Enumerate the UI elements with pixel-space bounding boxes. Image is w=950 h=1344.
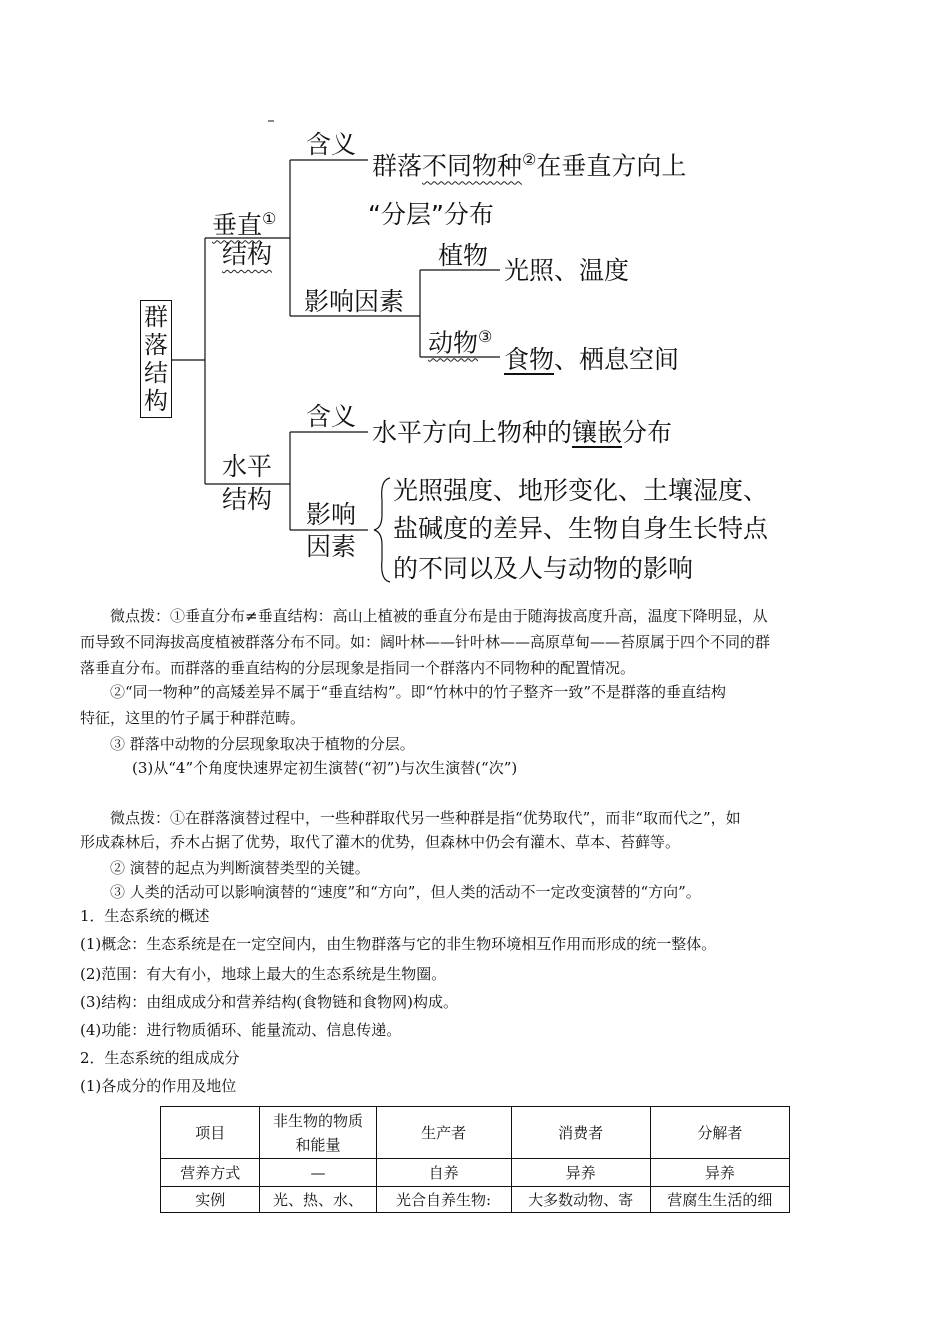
table-cell: 自养 xyxy=(376,1159,511,1187)
tip-1-line-3: 落垂直分布。而群落的垂直结构的分层现象是指同一个群落内不同物种的配置情况。 xyxy=(80,659,636,677)
plants-label: 植物 xyxy=(438,241,489,270)
vertical-structure-label-2: 结构 xyxy=(222,240,273,269)
animals-label: 动物③ xyxy=(428,327,493,358)
animals-text: 食物、栖息空间 xyxy=(504,345,680,374)
horizontal-factor-text-3: 的不同以及人与动物的影响 xyxy=(393,554,694,583)
vertical-factor-label: 影响因素 xyxy=(304,287,405,316)
table-cell: — xyxy=(260,1159,376,1187)
root-label: 群 落 结 构 xyxy=(140,300,172,418)
ecosystem-components-table xyxy=(160,1106,790,1213)
item-2: (2)范围：有大有小，地球上最大的生态系统是生物圈。 xyxy=(80,965,447,983)
section-3-heading: (3)从“4”个角度快速界定初生演替(“初”)与次生演替(“次”) xyxy=(132,759,518,777)
horizontal-factor-text-2: 盐碱度的差异、生物自身生长特点 xyxy=(393,514,769,543)
horizontal-factor-label: 影响 xyxy=(306,500,357,529)
table-row xyxy=(161,1187,790,1213)
horizontal-structure-label-2: 结构 xyxy=(222,485,273,514)
table-cell: 实例 xyxy=(161,1187,260,1213)
table-row xyxy=(161,1159,790,1187)
tip-6: ③ 人类的活动可以影响演替的“速度”和“方向”，但人类的活动不一定改变演替的“方向”。 xyxy=(110,883,701,901)
item-1: (1)概念：生态系统是在一定空间内，由生物群落与它的非生物环境相互作用而形成的统一整体。 xyxy=(80,935,717,953)
horizontal-factor-text-1: 光照强度、地形变化、土壤湿度、 xyxy=(393,476,769,505)
tip-3: ③ 群落中动物的分层现象取决于植物的分层。 xyxy=(110,735,415,753)
table-cell: 营养方式 xyxy=(161,1159,260,1187)
vertical-meaning-text: 群落不同物种②在垂直方向上 xyxy=(372,150,687,181)
tip-2-line-2: 特征，这里的竹子属于种群范畴。 xyxy=(80,709,306,727)
item-3: (3)结构：由组成成分和营养结构(食物链和食物网)构成。 xyxy=(80,993,458,1011)
tip-1-line-2: 而导致不同海拔高度植被群落分布不同。如：阔叶林——针叶林——高原草甸——苔原属于四个不同的群 xyxy=(80,633,771,651)
tip-2-line-1: ②“同一物种”的高矮差异不属于“垂直结构”。即“竹林中的竹子整齐一致”不是群落的垂直结构 xyxy=(110,683,727,701)
heading-1: 1．生态系统的概述 xyxy=(80,907,210,925)
tip-1-line-1: 微点拨：①垂直分布≠垂直结构：高山上植被的垂直分布是由于随海拔高度升高，温度下降明显，从 xyxy=(110,607,768,625)
item-4: (4)功能：进行物质循环、能量流动、信息传递。 xyxy=(80,1021,402,1039)
table-cell: 大多数动物、寄 xyxy=(511,1187,650,1213)
horizontal-meaning-text: 水平方向上物种的镶嵌分布 xyxy=(372,418,673,447)
table-cell: 光、热、水、 xyxy=(260,1187,376,1213)
table-cell: 消费者 xyxy=(511,1107,650,1159)
table-cell: 营腐生生活的细 xyxy=(650,1187,789,1213)
item-5: (1)各成分的作用及地位 xyxy=(80,1077,237,1095)
plants-text: 光照、温度 xyxy=(504,256,630,285)
table-cell: 光合自养生物: xyxy=(376,1187,511,1213)
vertical-meaning-label: 含义 xyxy=(306,130,357,159)
tip-4-line-1: 微点拨：①在群落演替过程中，一些种群取代另一些种群是指“优势取代”，而非“取而代之”，如 xyxy=(110,809,741,827)
tip-5: ② 演替的起点为判断演替类型的关键。 xyxy=(110,859,370,877)
horizontal-factor-label-2: 因素 xyxy=(306,532,357,561)
horizontal-meaning-label: 含义 xyxy=(306,402,357,431)
table-cell: 生产者 xyxy=(376,1107,511,1159)
vertical-meaning-text-2: “分层”分布 xyxy=(368,200,494,229)
table-cell: 项目 xyxy=(161,1107,260,1159)
vertical-structure-label: 垂直① xyxy=(212,209,277,240)
horizontal-structure-label: 水平 xyxy=(222,452,273,481)
heading-2: 2．生态系统的组成成分 xyxy=(80,1049,240,1067)
table-row xyxy=(161,1107,790,1159)
table-cell: 分解者 xyxy=(650,1107,789,1159)
table-cell: 非生物的物质 和能量 xyxy=(260,1107,376,1159)
table-cell: 异养 xyxy=(650,1159,789,1187)
tip-4-line-2: 形成森林后，乔木占据了优势，取代了灌木的优势，但森林中仍会有灌木、草本、苔藓等。 xyxy=(80,833,681,851)
table-cell: 异养 xyxy=(511,1159,650,1187)
concept-map xyxy=(0,0,950,600)
